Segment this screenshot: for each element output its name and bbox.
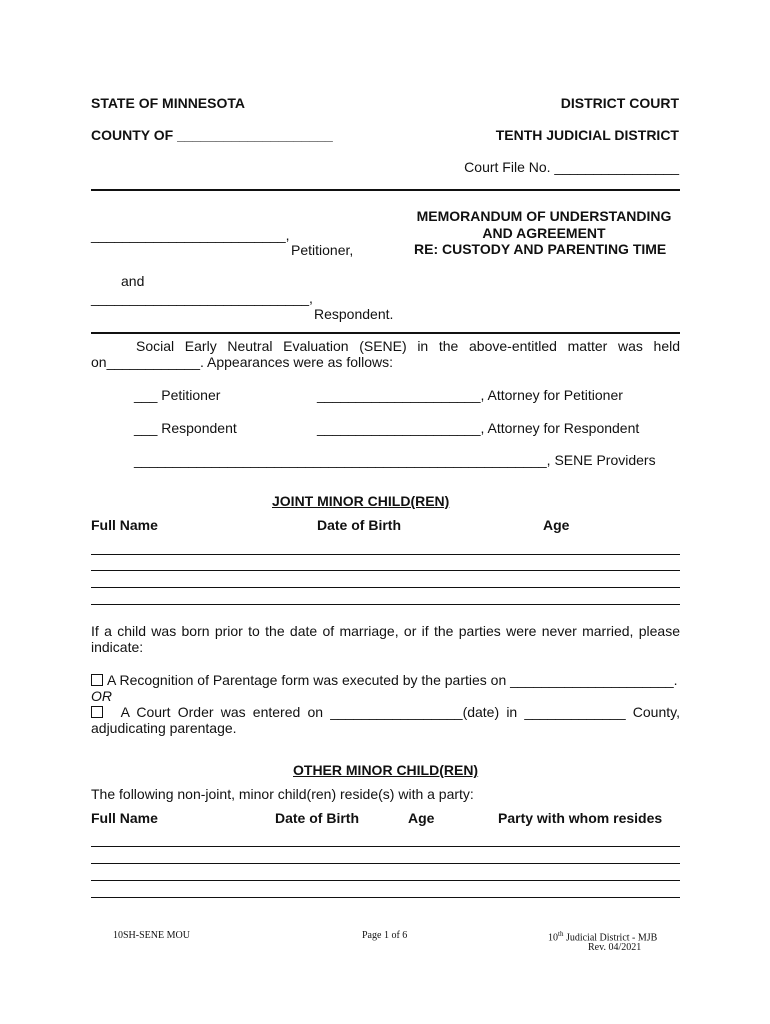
petitioner-attorney: _____________________, Attorney for Petitioner [317,387,623,403]
court-order-option [91,704,680,720]
petitioner-appearance: ___ Petitioner [134,387,221,403]
respondent-label: Respondent. [314,306,394,322]
other-col-age: Age [408,810,435,826]
court-order-option-label: A Court Order was entered on _________________(date) in _____________ County, [120,704,680,720]
intro-line-2: on____________. Appearances were as follows: [91,354,393,370]
title-line-1: MEMORANDUM OF UNDERSTANDING [416,208,672,224]
joint-child-row-line [91,604,680,605]
petitioner-label: Petitioner, [291,242,354,258]
court-heading: DISTRICT COURT [560,95,679,111]
petitioner-name-line: _________________________, [91,227,290,243]
sene-providers: _____________________________________________________, SENE Providers [134,452,656,468]
recognition-checkbox[interactable] [91,674,103,686]
parentage-intro-line-2: indicate: [91,639,144,655]
recognition-option [91,672,678,688]
header-divider [91,189,680,191]
other-children-intro: The following non-joint, minor child(ren) reside(s) with a party: [91,786,474,802]
respondent-attorney: _____________________, Attorney for Respondent [317,420,640,436]
revision-date: Rev. 04/2021 [588,942,642,953]
other-child-row-line [91,880,680,881]
parentage-intro-line-1: If a child was born prior to the date of marriage, or if the parties were never married, please [91,623,680,639]
joint-child-row-line [91,570,680,571]
form-id: 10SH-SENE MOU [113,930,190,941]
other-child-row-line [91,897,680,898]
title-line-3: RE: CUSTODY AND PARENTING TIME [414,241,667,257]
district-heading: TENTH JUDICIAL DISTRICT [495,127,679,143]
other-col-dob: Date of Birth [275,810,359,826]
court-file-number: Court File No. ________________ [464,159,679,175]
intro-line-1: Social Early Neutral Evaluation (SENE) in the above-entitled matter was held [136,338,680,354]
county-heading: COUNTY OF ____________________ [91,127,333,143]
joint-child-row-line [91,587,680,588]
respondent-name-line: ____________________________, [91,290,313,306]
joint-children-heading: JOINT MINOR CHILD(REN) [272,493,450,509]
district-name: Judicial District - MJB [563,932,658,944]
court-order-option-cont: adjudicating parentage. [91,720,237,736]
joint-child-row-line [91,554,680,555]
other-col-party: Party with whom resides [498,810,663,826]
page-number: Page 1 of 6 [362,930,408,941]
district-number: 10 [548,932,558,944]
caption-divider [91,332,680,334]
court-order-checkbox[interactable] [91,706,103,718]
joint-col-age: Age [543,517,570,533]
other-col-full-name: Full Name [91,810,158,826]
joint-col-dob: Date of Birth [317,517,401,533]
joint-col-full-name: Full Name [91,517,158,533]
state-heading: STATE OF MINNESOTA [91,95,245,111]
district-suffix: th [558,930,564,938]
other-child-row-line [91,863,680,864]
title-line-2: AND AGREEMENT [482,225,606,241]
and-label: and [121,273,145,289]
other-child-row-line [91,846,680,847]
respondent-appearance: ___ Respondent [134,420,237,436]
recognition-option-label: A Recognition of Parentage form was executed by the parties on _____________________. [107,672,678,688]
other-children-heading: OTHER MINOR CHILD(REN) [293,762,479,778]
or-label: OR [91,688,112,704]
